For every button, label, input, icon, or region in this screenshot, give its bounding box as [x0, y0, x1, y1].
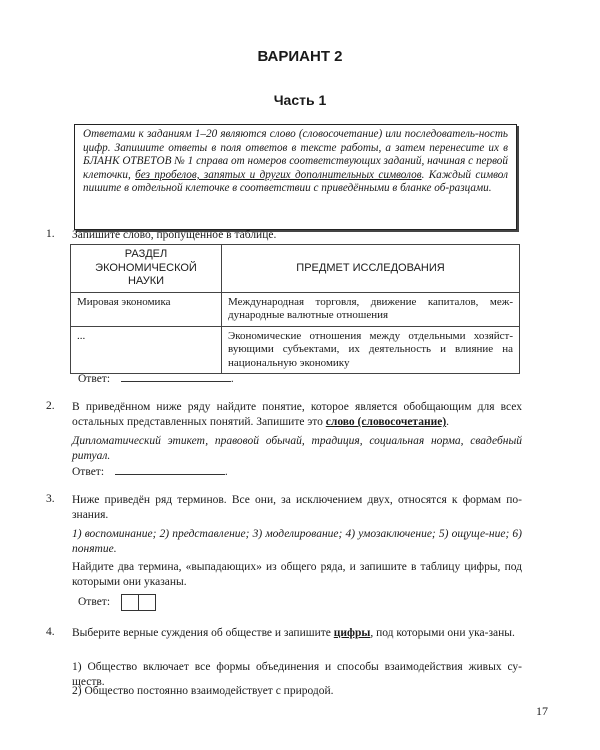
table-cell: ...	[71, 326, 222, 374]
q2-answer-label: Ответ:	[72, 466, 105, 478]
q3-number: 3.	[46, 493, 55, 505]
q2-answer-dot: .	[224, 466, 228, 478]
table-header-cell: ПРЕДМЕТ ИССЛЕДОВАНИЯ	[222, 245, 520, 293]
q1-answer-dot: .	[230, 373, 234, 385]
table-header-row	[71, 245, 520, 293]
q2-text-bold: слово (словосочетание)	[325, 416, 447, 428]
table-cell: Экономические отношения между отдельными хозяйст-вующими субъектами, их деятельность и влияние на национальную экономику	[222, 326, 520, 374]
q2-text-end: .	[446, 416, 450, 428]
q3-answer-label: Ответ:	[78, 596, 111, 609]
q1-answer-row	[78, 371, 528, 387]
q4-option-2: 2) Общество постоянно взаимодействует с природой.	[72, 685, 334, 697]
q4-text-bold: цифры	[333, 627, 371, 639]
q2-answer-line[interactable]	[115, 464, 225, 475]
table-cell: Мировая экономика	[71, 292, 222, 326]
q4-text-end: , под которыми они ука-заны.	[370, 627, 515, 639]
q2-items: Дипломатический этикет, правовой обычай, традиция, социальная норма, свадебный ритуал.	[72, 435, 522, 462]
q4-text-start: Выберите верные суждения об обществе и запишите	[72, 627, 334, 639]
q1-answer-line[interactable]	[121, 371, 231, 382]
table-row	[71, 292, 520, 326]
q3-text: Ниже приведён ряд терминов. Все они, за исключением двух, относятся к формам по-знания.	[72, 494, 522, 521]
instructions-box	[74, 124, 517, 230]
q3-answer-cell-2[interactable]	[138, 594, 156, 611]
instructions-text: Ответами к заданиям 1–20 являются слово (словосочетание) или последователь-ность цифр. Запишите ответы в поля ответов в тексте работы, а затем перенесите их в БЛАНК ОТВЕТОВ № 1 справа от номеров соответствующих заданий, начиная с первой клеточки,	[83, 128, 508, 181]
table-row	[71, 326, 520, 374]
table-header-cell: РАЗДЕЛ ЭКОНОМИЧЕСКОЙ НАУКИ	[71, 245, 222, 293]
instructions-text-end: . Каждый символ пишите в отдельной клеточке в соответствии с приведёнными в бланке об-разцами.	[83, 168, 508, 195]
q3-items: 1) воспоминание; 2) представление; 3) моделирование; 4) умозаключение; 5) ощуще-ние; 6) понятие.	[72, 528, 522, 555]
table-cell: Международная торговля, движение капиталов, меж-дународные валютные отношения	[222, 292, 520, 326]
q3-answer-row	[78, 594, 528, 611]
q2-text	[72, 400, 522, 430]
variant-title: ВАРИАНТ 2	[257, 48, 343, 65]
q1-table	[70, 244, 520, 374]
page-number: 17	[536, 704, 548, 718]
q4-text	[72, 626, 522, 641]
q3-task: Найдите два термина, «выпадающих» из общего ряда, и запишите в таблицу цифры, под которыми они указаны.	[72, 561, 522, 588]
part-title: Часть 1	[273, 92, 327, 108]
q1-text: Запишите слово, пропущенное в таблице.	[72, 229, 277, 241]
q1-number: 1.	[46, 228, 55, 240]
q1-answer-label: Ответ:	[78, 373, 111, 385]
q4-option-1: 1) Общество включает все формы объединения и способы взаимодействия живых су-ществ.	[72, 661, 522, 688]
q3-answer-cell-1[interactable]	[121, 594, 139, 611]
q2-number: 2.	[46, 400, 55, 412]
instructions-underlined: без пробелов, запятых и других дополнительных символов	[135, 168, 422, 181]
q4-number: 4.	[46, 626, 55, 638]
q2-answer-row	[72, 464, 522, 480]
q2-text-start: В приведённом ниже ряду найдите понятие, которое является обобщающим для всех остальных представленных понятий. Запишите это	[72, 401, 522, 428]
